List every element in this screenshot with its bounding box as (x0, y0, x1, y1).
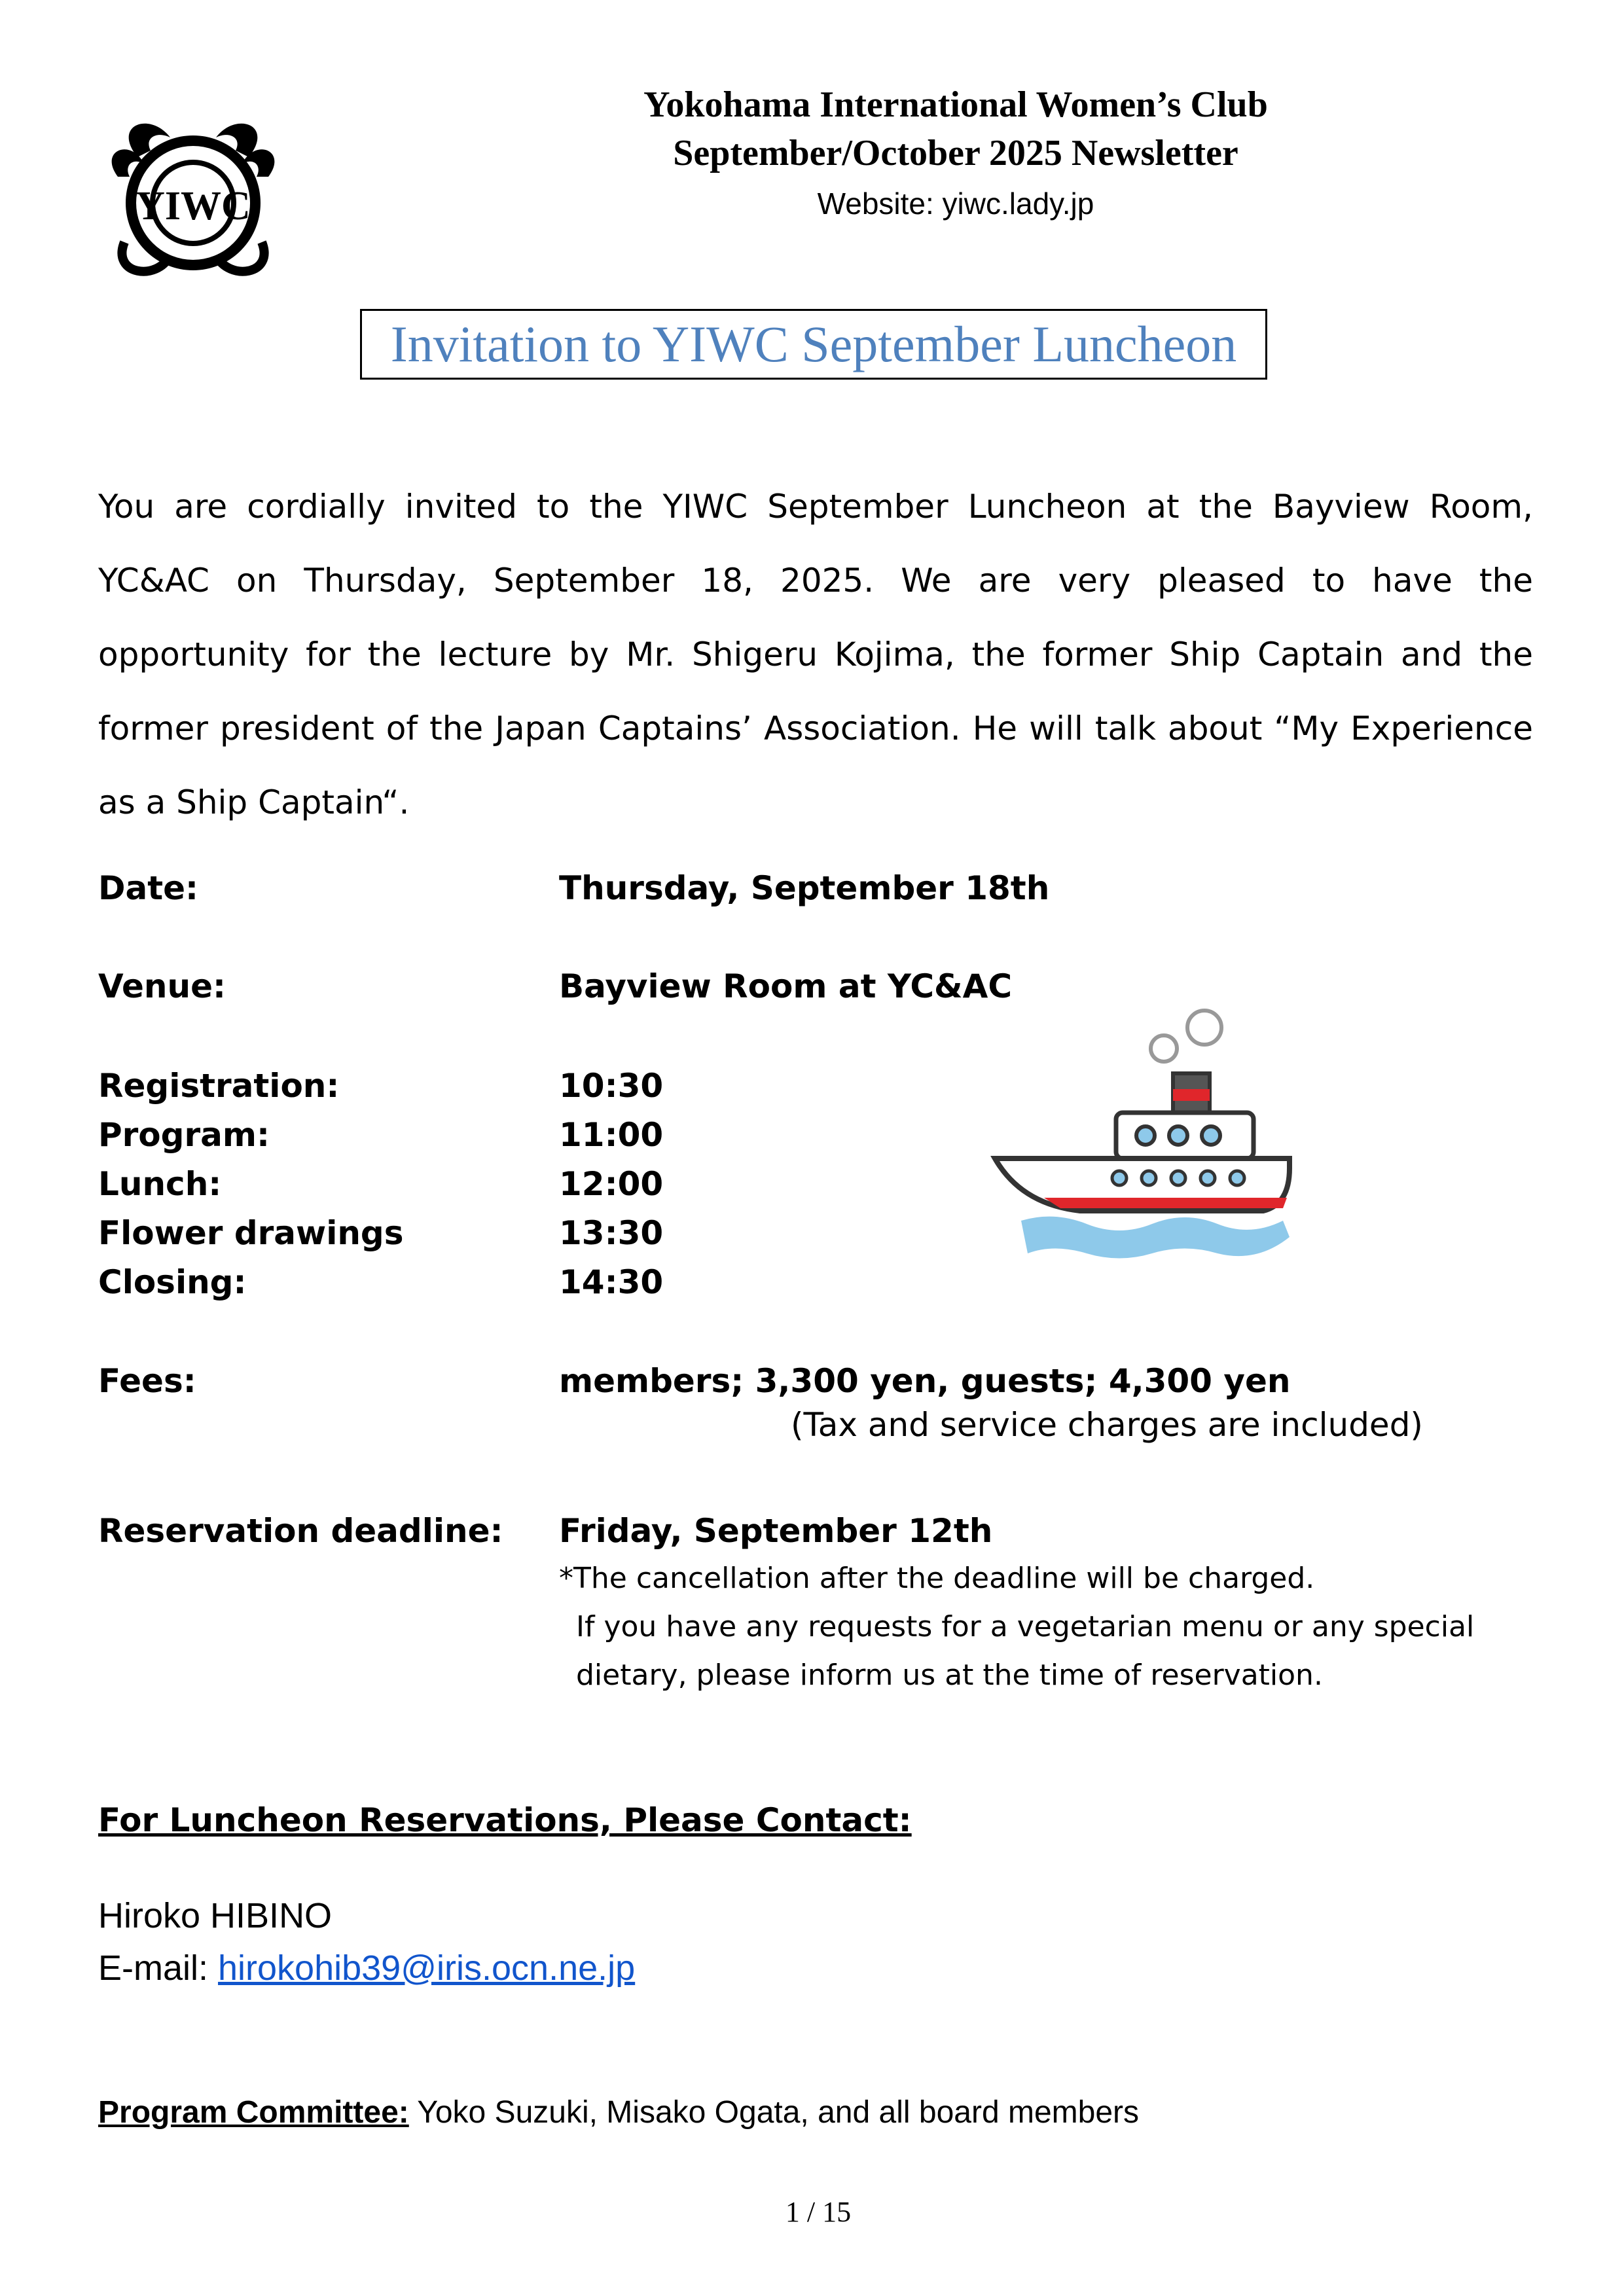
schedule-row (98, 1062, 1533, 1111)
fees-label: Fees: (98, 1362, 196, 1400)
deadline-note: dietary, please inform us at the time of reservation. (576, 1659, 1323, 1692)
porthole (1230, 1171, 1244, 1185)
schedule-time: 11:00 (559, 1116, 664, 1154)
contact-email-row (98, 1948, 635, 1988)
schedule-time: 13:30 (559, 1214, 664, 1252)
email-label: E-mail: (98, 1948, 219, 1988)
logo-text: YIWC (135, 184, 251, 228)
program-committee (98, 2094, 1139, 2130)
contact-heading: For Luncheon Reservations, Please Contact: (98, 1801, 912, 1839)
porthole (1112, 1171, 1127, 1185)
ship-illustration (982, 1001, 1309, 1276)
invitation-title-box (360, 309, 1267, 380)
deadline-note: If you have any requests for a vegetarian menu or any special (576, 1610, 1475, 1643)
smoke-puff (1187, 1011, 1221, 1045)
schedule-label: Registration: (98, 1067, 340, 1105)
schedule-label: Flower drawings (98, 1214, 404, 1252)
schedule-label: Program: (98, 1116, 270, 1154)
water-waves (1021, 1217, 1290, 1259)
deadline-note: *The cancellation after the deadline will be charged. (559, 1562, 1315, 1595)
newsletter-title: September/October 2025 Newsletter (673, 133, 1238, 173)
date-label: Date: (98, 869, 199, 907)
schedule-row (98, 1209, 1533, 1258)
schedule-time: 12:00 (559, 1165, 664, 1203)
fees-value: members; 3,300 yen, guests; 4,300 yen (559, 1362, 1291, 1400)
invitation-title: Invitation to YIWC September Luncheon (390, 315, 1237, 372)
schedule-time: 10:30 (559, 1067, 664, 1105)
club-logo (98, 111, 288, 288)
porthole (1202, 1126, 1220, 1145)
committee-label: Program Committee: (98, 2095, 409, 2130)
schedule-label: Lunch: (98, 1165, 222, 1203)
deadline-label: Reservation deadline: (98, 1512, 503, 1550)
deadline-value: Friday, September 12th (559, 1512, 993, 1550)
porthole (1169, 1126, 1187, 1145)
committee-members: Yoko Suzuki, Misako Ogata, and all board members (408, 2095, 1140, 2130)
invitation-intro: You are cordially invited to the YIWC September Luncheon at the Bayview Room, YC&AC on Thursday, September 18, 2025. We are very pleased to have the opportunity for the lecture by Mr. Shigeru Kojima, the former Ship Captain and the former president of the Japan Captains’ Association. He will talk about “My Experience as a Ship Captain“. (98, 488, 1533, 821)
fees-tax-note: (Tax and service charges are included) (791, 1406, 1423, 1444)
porthole (1171, 1171, 1185, 1185)
venue-value: Bayview Room at YC&AC (559, 967, 1013, 1005)
schedule-label: Closing: (98, 1263, 247, 1301)
funnel-stripe (1173, 1089, 1210, 1101)
venue-row (98, 962, 1533, 1011)
club-name: Yokohama International Women’s Club (643, 84, 1268, 125)
page-number: 1 / 15 (785, 2196, 852, 2228)
date-row (98, 864, 1533, 913)
schedule-time: 14:30 (559, 1263, 664, 1301)
porthole (1200, 1171, 1215, 1185)
website-text: Website: yiwc.lady.jp (817, 187, 1094, 221)
porthole (1136, 1126, 1155, 1145)
deadline-row (98, 1507, 1533, 1556)
date-value: Thursday, September 18th (559, 869, 1050, 907)
schedule-row (98, 1111, 1533, 1160)
smoke-puff (1151, 1035, 1177, 1062)
schedule-row (98, 1160, 1533, 1209)
hull-stripe (1044, 1198, 1287, 1208)
schedule-row (98, 1258, 1533, 1307)
porthole (1142, 1171, 1156, 1185)
email-link[interactable]: hirokohib39@iris.ocn.ne.jp (218, 1948, 636, 1988)
fees-row (98, 1357, 1533, 1406)
venue-label: Venue: (98, 967, 226, 1005)
contact-name: Hiroko HIBINO (98, 1896, 333, 1935)
